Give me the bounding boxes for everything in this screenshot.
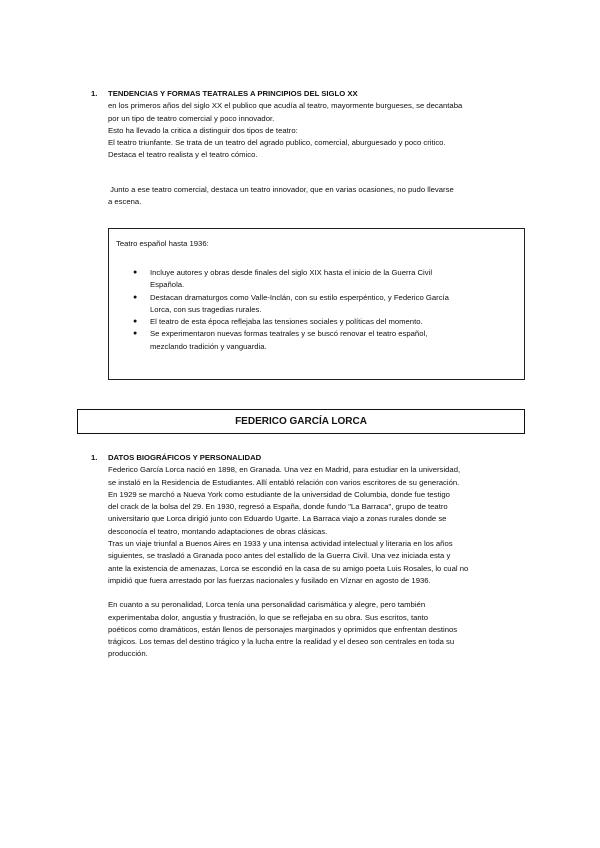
- text-line: universitario que Lorca dirigió junto con Eduardo Ugarte. La Barraca viajo a zonas rurales donde se: [108, 514, 447, 524]
- text-line: En cuanto a su peronalidad, Lorca tenía una personalidad carismática y alegre, pero también: [108, 600, 426, 610]
- list-item: [109, 316, 509, 328]
- text-line: ante la existencia de amenazas, Lorca se escondió en la casa de su amigo poeta Luis Rosales, lo cual no: [108, 563, 469, 573]
- bullet-icon: ●: [133, 269, 138, 276]
- section-number: 1.: [91, 89, 98, 98]
- text-line: Destaca el teatro realista y el teatro cómico.: [108, 150, 258, 160]
- bullet-list: [109, 267, 509, 353]
- text-line: experimentaba dolor, angustia y frustración, lo que se reflejaba en su obra. Sus escritos, tanto: [108, 612, 429, 622]
- section-number: 1.: [91, 453, 98, 462]
- list-item: [109, 328, 509, 353]
- bullet-icon: ●: [133, 293, 138, 301]
- text-line: Esto ha llevado la critica a distinguir dos tipos de teatro:: [108, 125, 298, 135]
- text-line: en los primeros años del siglo XX el publico que acudía al teatro, mayormente burgueses, se decantaba: [108, 101, 463, 111]
- text-line: se instaló en la Residencia de Estudiantes. Allí entabló relación con varios escritores de su generación.: [108, 477, 460, 487]
- box-title: Teatro español hasta 1936:: [116, 239, 209, 248]
- text-line: El teatro triunfante. Se trata de un teatro del agrado publico, comercial, aburguesado y poco critico.: [108, 138, 446, 148]
- text-line: En 1929 se marchó a Nueva York como estudiante de la universidad de Columbia, donde fue testigo: [108, 489, 450, 499]
- text-line: Junto a ese teatro comercial, destaca un teatro innovador, que en varias ocasiones, no pudo llevarse: [108, 185, 454, 194]
- paragraph-gap: [108, 587, 531, 599]
- list-item-line: Se experimentaron nuevas formas teatrales y se buscó renovar el teatro español,: [150, 329, 428, 339]
- text-line: Federico García Lorca nació en 1898, en Granada. Una vez en Madrid, para estudiar en la universidad,: [108, 465, 461, 475]
- list-item-line: Incluye autores y obras desde finales del siglo XIX hasta el inicio de la Guerra Civil: [150, 268, 433, 277]
- list-item: [109, 292, 509, 317]
- section-tendencias: [91, 88, 531, 162]
- biography-body: [108, 464, 531, 660]
- list-item-line: Española.: [150, 280, 185, 290]
- text-line: producción.: [108, 649, 148, 659]
- section-heading: DATOS BIOGRÁFICOS Y PERSONALIDAD: [108, 453, 262, 462]
- list-item-line: Lorca, con sus tragedias rurales.: [150, 304, 262, 314]
- section-biografia: [91, 452, 531, 661]
- text-line: por un tipo de teatro comercial y poco innovador.: [108, 113, 275, 123]
- text-line: impidió que fuera arrestado por las fuerzas nacionales y fusilado en Víznar en agosto de 1936.: [108, 575, 431, 585]
- list-item-line: mezclando tradición y vanguardia.: [150, 341, 267, 351]
- bullet-icon: ●: [133, 330, 138, 338]
- list-item-line: El teatro de esta época reflejaba las tensiones sociales y políticas del momento.: [150, 317, 423, 327]
- section-heading: TENDENCIAS Y FORMAS TEATRALES A PRINCIPIOS DEL SIGLO XX: [108, 89, 358, 98]
- text-line: poéticos como dramáticos, están llenos de personajes marginados y oprimidos que enfrentan destinos: [108, 624, 458, 634]
- list-item-line: Destacan dramaturgos como Valle-Inclán, con su estilo esperpéntico, y Federico García: [150, 292, 449, 302]
- text-line: siguientes, se trasladó a Granada poco antes del estallido de la Guerra Civil. Una vez iniciada esta y: [108, 551, 451, 561]
- text-line: trágicos. Los temas del destino trágico y la lucha entre la realidad y el deseo son centrales en toda su: [108, 637, 455, 647]
- lorca-banner-title: FEDERICO GARCÍA LORCA: [77, 409, 525, 434]
- section-body: [108, 100, 531, 161]
- list-item: [109, 267, 509, 292]
- innovator-paragraph: [108, 184, 526, 209]
- summary-box: [108, 228, 525, 380]
- text-line: Tras un viaje triunfal a Buenos Aires en 1933 y una intensa actividad intelectual y literaria en los años: [108, 539, 453, 549]
- text-line: desconocía el teatro, montando adaptaciones de obras clásicas.: [108, 526, 328, 536]
- bullet-icon: ●: [133, 318, 138, 326]
- text-line: a escena.: [108, 197, 142, 207]
- text-line: del crack de la bolsa del 29. En 1930, regresó a España, donde fundo "La Barraca", grupo de teatro: [108, 502, 448, 512]
